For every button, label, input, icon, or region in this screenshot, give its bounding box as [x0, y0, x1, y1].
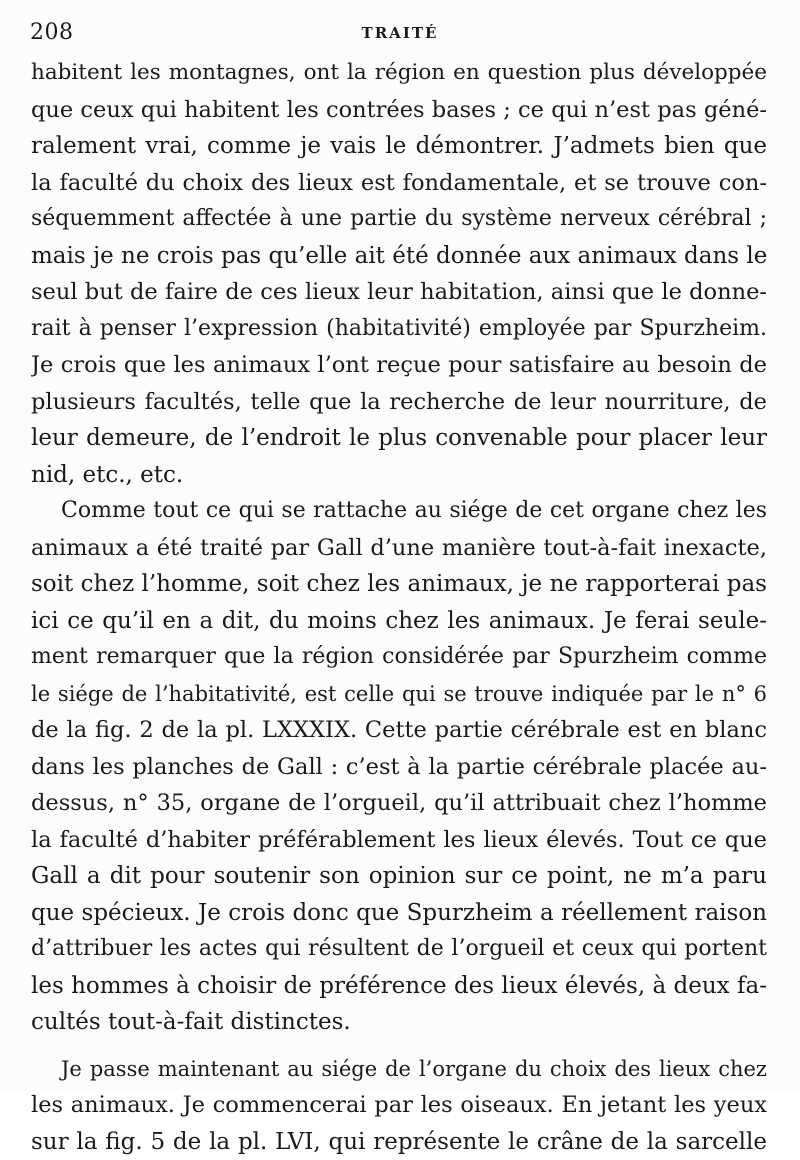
- body-text: [31, 55, 767, 1160]
- text-line: d’attribuer les actes qui résultent de l’orgueil et ceux qui portent: [31, 931, 767, 968]
- text-line: Je passe maintenant au siége de l’organe du choix des lieux chez: [31, 1051, 767, 1088]
- text-line: Comme tout ce qui se rattache au siége de cet organe chez les: [31, 493, 767, 530]
- page-number: 208: [30, 20, 74, 45]
- paragraph-3: [31, 1051, 767, 1160]
- running-head: TRAITÉ: [30, 24, 770, 42]
- text-line: sur la fig. 5 de la pl. LVI, qui représente le crâne de la sarcelle: [31, 1124, 767, 1160]
- text-line: que ceux qui habitent les contrées bases ; ce qui n’est pas géné-: [31, 92, 767, 129]
- text-line: mais je ne crois pas qu’elle ait été donnée aux animaux dans le: [31, 238, 767, 275]
- page-header: [30, 20, 770, 48]
- text-line: ment remarquer que la région considérée par Spurzheim comme: [31, 639, 767, 676]
- text-line: seul but de faire de ces lieux leur habitation, ainsi que le donne-: [31, 274, 767, 311]
- text-line: leur demeure, de l’endroit le plus convenable pour placer leur: [31, 420, 767, 457]
- text-line: plusieurs facultés, telle que la recherche de leur nourriture, de: [31, 384, 767, 421]
- text-line: ici ce qu’il en a dit, du moins chez les animaux. Je ferai seule-: [31, 603, 767, 640]
- text-line: nid, etc., etc.: [31, 457, 767, 494]
- text-line: Je crois que les animaux l’ont reçue pour satisfaire au besoin de: [31, 347, 767, 384]
- text-line: rait à penser l’expression (habitativité) employée par Spurzheim.: [31, 311, 767, 348]
- text-line: le siége de l’habitativité, est celle qui se trouve indiquée par le n° 6: [31, 676, 767, 713]
- text-line: que spécieux. Je crois donc que Spurzheim a réellement raison: [31, 895, 767, 932]
- text-line: Gall a dit pour soutenir son opinion sur ce point, ne m’a paru: [31, 858, 767, 895]
- text-line: séquemment affectée à une partie du système nerveux cérébral ;: [31, 201, 767, 238]
- text-line: les hommes à choisir de préférence des lieux élevés, à deux fa-: [31, 968, 767, 1005]
- text-line: dans les planches de Gall : c’est à la partie cérébrale placée au-: [31, 749, 767, 786]
- text-line: habitent les montagnes, ont la région en question plus développée: [31, 55, 767, 92]
- text-line: de la fig. 2 de la pl. LXXXIX. Cette partie cérébrale est en blanc: [31, 712, 767, 749]
- text-line: la faculté d’habiter préférablement les lieux élevés. Tout ce que: [31, 822, 767, 859]
- paragraph-spacer: [31, 1041, 767, 1051]
- text-line: cultés tout-à-fait distinctes.: [31, 1004, 767, 1041]
- text-line: soit chez l’homme, soit chez les animaux, je ne rapporterai pas: [31, 566, 767, 603]
- paragraph-2: [31, 493, 767, 1041]
- paragraph-1: [31, 55, 767, 493]
- text-line: la faculté du choix des lieux est fondamentale, et se trouve con-: [31, 165, 767, 202]
- text-line: ralement vrai, comme je vais le démontrer. J’admets bien que: [31, 128, 767, 165]
- text-line: les animaux. Je commencerai par les oiseaux. En jetant les yeux: [31, 1087, 767, 1124]
- text-line: dessus, n° 35, organe de l’orgueil, qu’il attribuait chez l’homme: [31, 785, 767, 822]
- text-line: animaux a été traité par Gall d’une manière tout-à-fait inexacte,: [31, 530, 767, 567]
